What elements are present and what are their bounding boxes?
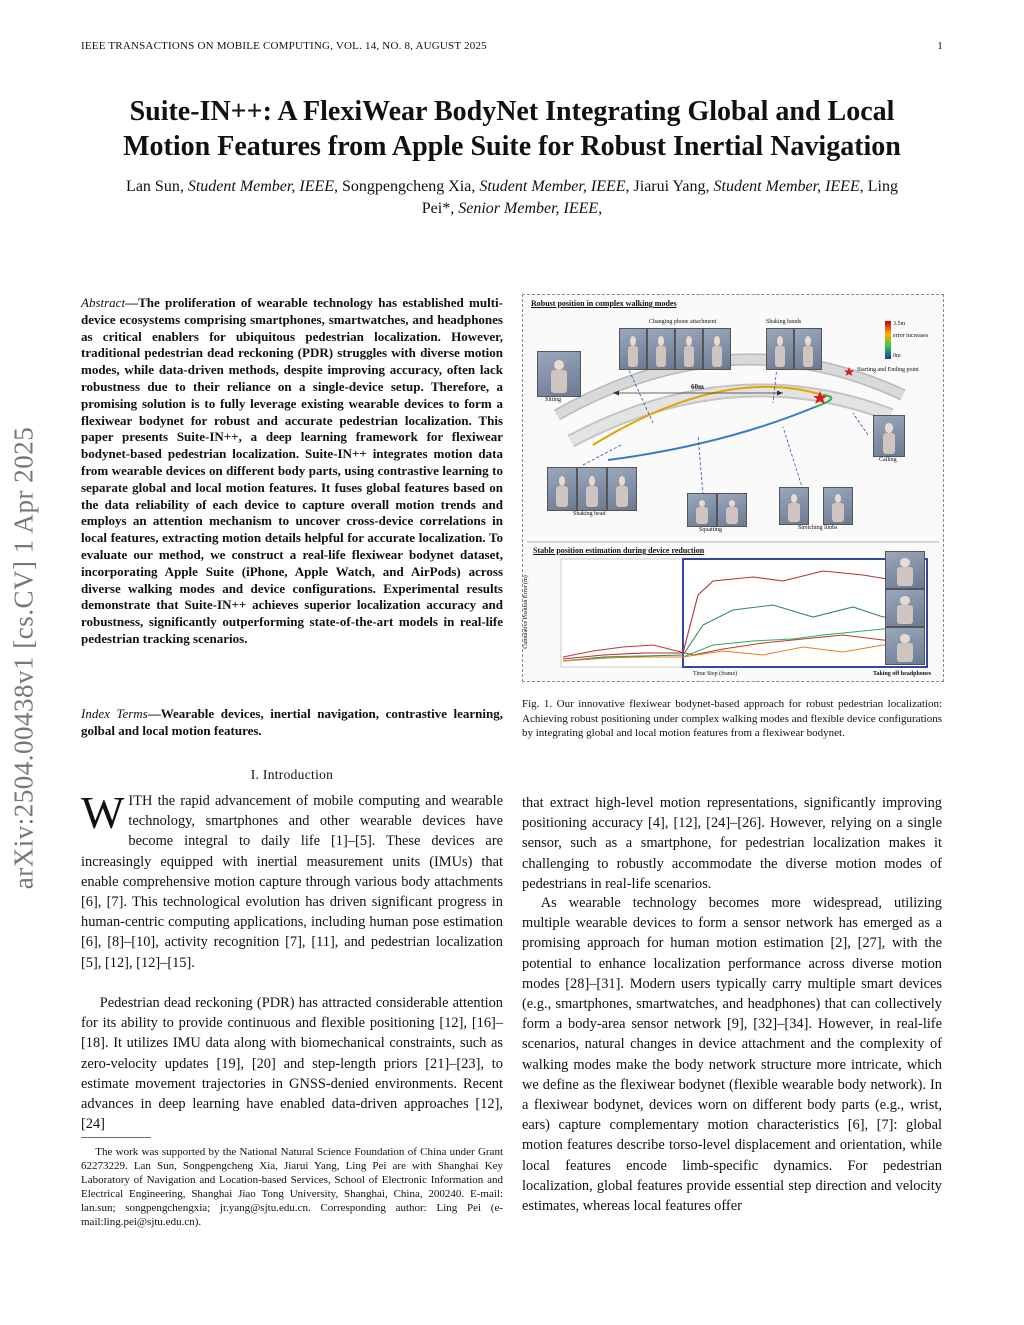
footnote: The work was supported by the National Natural Science Foundation of China under Grant 62273229. Lan Sun, Songpengcheng Xia, Jiarui Yang, Ling Pei are with Shanghai Key Laboratory of Navigation and Location-based Services, School of Electronic Information and Electrical Engineering, Shanghai Jiao Tong University, Shanghai, China, 200240. E-mail: lan.sun; songpengchengxia; jr.yang@sjtu.edu.cn. Corresponding author: Ling Pei (e-mail:ling.pei@sjtu.edu.cn). [81, 1146, 503, 1228]
right-paragraph-1: that extract high-level motion representations, significantly improving positioning accuracy [4], [12], [24]–[26]. However, relying on a single sensor, such as a smartphone, for pedestrian localization makes it challenging to robustly accommodate the diverse motion modes of pedestrians in real-life scenarios. [522, 795, 942, 892]
figure-caption [522, 697, 942, 741]
right-paragraph-2: As wearable technology becomes more widespread, utilizing multiple wearable devices to form a sensor network has emerged as a promising approach for human motion estimation [2], [27], with the potential to enhance localization performance across diverse motion modes [28]–[31]. Modern users typically carry multiple smart devices (e.g., smartphones, smartwatches, and headphones) that can collectively form a body-area sensor network [9], [32]–[34]. However, in real-life scenarios, natural changes in device attachment and the complexity of walking modes make the body network structure more intricate, which we define as the flexiwear bodynet (flexible wearable body network). In a flexiwear bodynet, devices worn on different body parts (e.g., wrist, ears) capture complementary motion characteristics [6], [7]: global motion features describe torso-level displacement and orientation, while local features encode limb-specific dynamics. For pedestrian localization, global features provide essential step direction and velocity estimates, whereas local features offer [522, 895, 942, 1215]
arxiv-stamp [0, 352, 48, 964]
label-shaking-hands: Shaking hands [766, 319, 802, 325]
abstract-label: Abstract [81, 295, 126, 310]
label-squatting: Squatting [699, 527, 723, 533]
index-terms-text: —Wearable devices, inertial navigation, contrastive learning, golbal and local motion features. [81, 706, 503, 738]
label-calling: Calling [879, 457, 897, 463]
label-changing: Changing phone attachment [649, 319, 717, 325]
photo-headphones-2 [885, 589, 925, 627]
caption-label: Fig. 1. [522, 698, 553, 710]
connector-3 [583, 445, 621, 465]
photo-changing-4 [703, 328, 731, 370]
title-line-2: Motion Features from Apple Suite for Robust Inertial Navigation [123, 131, 901, 162]
photo-stretching-2 [823, 487, 853, 525]
drop-cap: W [81, 787, 125, 838]
page-number: 1 [937, 40, 943, 52]
photo-headphones-1 [885, 551, 925, 589]
error-colorbar [885, 321, 891, 359]
author-1: Lan Sun, [126, 178, 184, 195]
photo-changing-1 [619, 328, 647, 370]
author-4: , Ling Pei*, [421, 178, 898, 217]
index-terms [81, 706, 503, 740]
label-distance: 60m [691, 383, 704, 391]
photo-changing-2 [647, 328, 675, 370]
intro-paragraph-2: Pedestrian dead reckoning (PDR) has attracted considerable attention for its ability to provide continuous and flexible positioning [12], [16]–[18]. It utilizes IMU data along with biomechanical constraints, such as zero-velocity updates [19], [20] and step-length priors [21]–[23], to estimate movement trajectories in GNSS-denied environments. Recent advances in deep learning have enabled data-driven approaches [12], [24] [81, 995, 503, 1133]
index-terms-label: Index Terms [81, 706, 148, 721]
photo-headphones-3 [885, 627, 925, 665]
abstract-text: —The proliferation of wearable technology has established multi-device ecosystems comprising smartphones, smartwatches, and headphones as critical enablers for ubiquitous pedestrian localization. However, traditional pedestrian dead reckoning (PDR) struggles with diverse motion modes, while data-driven methods, despite improving accuracy, often lack robustness due to their reliance on a single-device setup. Therefore, a promising solution is to fully leverage existing wearable devices to form a flexiwear bodynet for robust and accurate pedestrian localization. This paper presents Suite-IN++, a deep learning framework for flexiwear bodynet-based pedestrian localization. Suite-IN++ integrates motion data from wearable devices on different body parts, using contrastive learning to separate global and local motion features. It fuses global features based on the data reliability of each device to capture overall motion trends and employs an attention mechanism to uncover cross-device correlations in local features, extracting motion details helpful for accurate localization. To evaluate our method, we construct a real-life flexiwear bodynet dataset, incorporating Apple Suite (iPhone, Apple Watch, and AirPods) across diverse walking modes and device configurations. Experimental results demonstrate that Suite-IN++ achieves superior localization accuracy and robustness, significantly outperforming state-of-the-art models in real-life pedestrian tracking scenarios. [81, 295, 503, 646]
photo-squatting-2 [717, 493, 747, 527]
author-3-role: Student Member, IEEE [713, 178, 860, 195]
photo-shaking-head-3 [607, 467, 637, 511]
footnote-rule [81, 1137, 151, 1138]
legend-bottom: 0m [893, 353, 901, 359]
author-list [110, 176, 914, 220]
photo-shaking-hands-2 [794, 328, 822, 370]
author-list-end: , [598, 200, 603, 217]
label-shaking-head: Shaking head [573, 511, 606, 517]
author-2-role: Student Member, IEEE [479, 178, 626, 195]
time-axis-label: Time Step (frame) [693, 671, 738, 677]
photo-shaking-hands-1 [766, 328, 794, 370]
author-1-role: Student Member, IEEE [187, 178, 335, 195]
paper-title [60, 94, 964, 164]
author-3: , Jiarui Yang, [625, 178, 710, 195]
caption-text: Our innovative flexiwear bodynet-based approach for robust pedestrian localization: Achieving robust positioning under complex walking modes and flexible device configurations by integrating global and local motion features from a flexiwear bodynet. [522, 698, 943, 739]
arxiv-stamp-text: arXiv:2504.00438v1 [cs.CV] 1 Apr 2025 [8, 426, 39, 890]
figure-1 [522, 294, 944, 682]
author-2: , Songpengcheng Xia, [334, 178, 476, 195]
label-taking-off: Taking off headphones [873, 671, 932, 677]
panel-2-title: Stable position estimation during device reduction [533, 546, 705, 555]
photo-shaking-head-1 [547, 467, 577, 511]
photo-shaking-head-2 [577, 467, 607, 511]
photo-squatting-1 [687, 493, 717, 527]
title-line-1: Suite-IN++: A FlexiWear BodyNet Integrating Global and Local [129, 96, 895, 127]
y-axis-label: Cumulative Position Error (m) [522, 575, 529, 649]
photo-sitting [537, 351, 581, 397]
label-sitting: Sitting [545, 397, 562, 403]
photo-calling [873, 415, 905, 457]
panel-1-title: Robust position in complex walking modes [531, 299, 677, 308]
label-stretching: Stretching limbs [798, 525, 838, 531]
intro-paragraph-1 [81, 787, 503, 973]
running-header [81, 40, 943, 52]
abstract [81, 295, 503, 648]
section-heading: I. Introduction [250, 767, 334, 782]
legend-top: 3.5m [893, 321, 906, 327]
journal-info: IEEE TRANSACTIONS ON MOBILE COMPUTING, VOL. 14, NO. 8, AUGUST 2025 [81, 40, 487, 52]
connector-6 [853, 413, 868, 435]
legend-star-label: Starting and Ending point [857, 367, 919, 373]
photo-changing-3 [675, 328, 703, 370]
legend-mid: error increases [893, 333, 929, 339]
author-4-role: Senior Member, IEEE [458, 200, 599, 217]
connector-5 [783, 427, 803, 490]
intro-paragraph-1-text: ITH the rapid advancement of mobile computing and wearable technology, smartphones and other wearable devices have become integral to daily life [1]–[5]. These devices are increasingly equipped with inertial measurement units (IMUs) that enable comprehensive motion capture through various body attachments [6], [7]. This technological evolution has driven significant progress in human-centric computing applications, including human pose estimation [6], [8]–[10], activity recognition [7], [11], and pedestrian localization [5], [12], [12]–[15]. [81, 793, 503, 971]
photo-stretching-1 [779, 487, 809, 525]
